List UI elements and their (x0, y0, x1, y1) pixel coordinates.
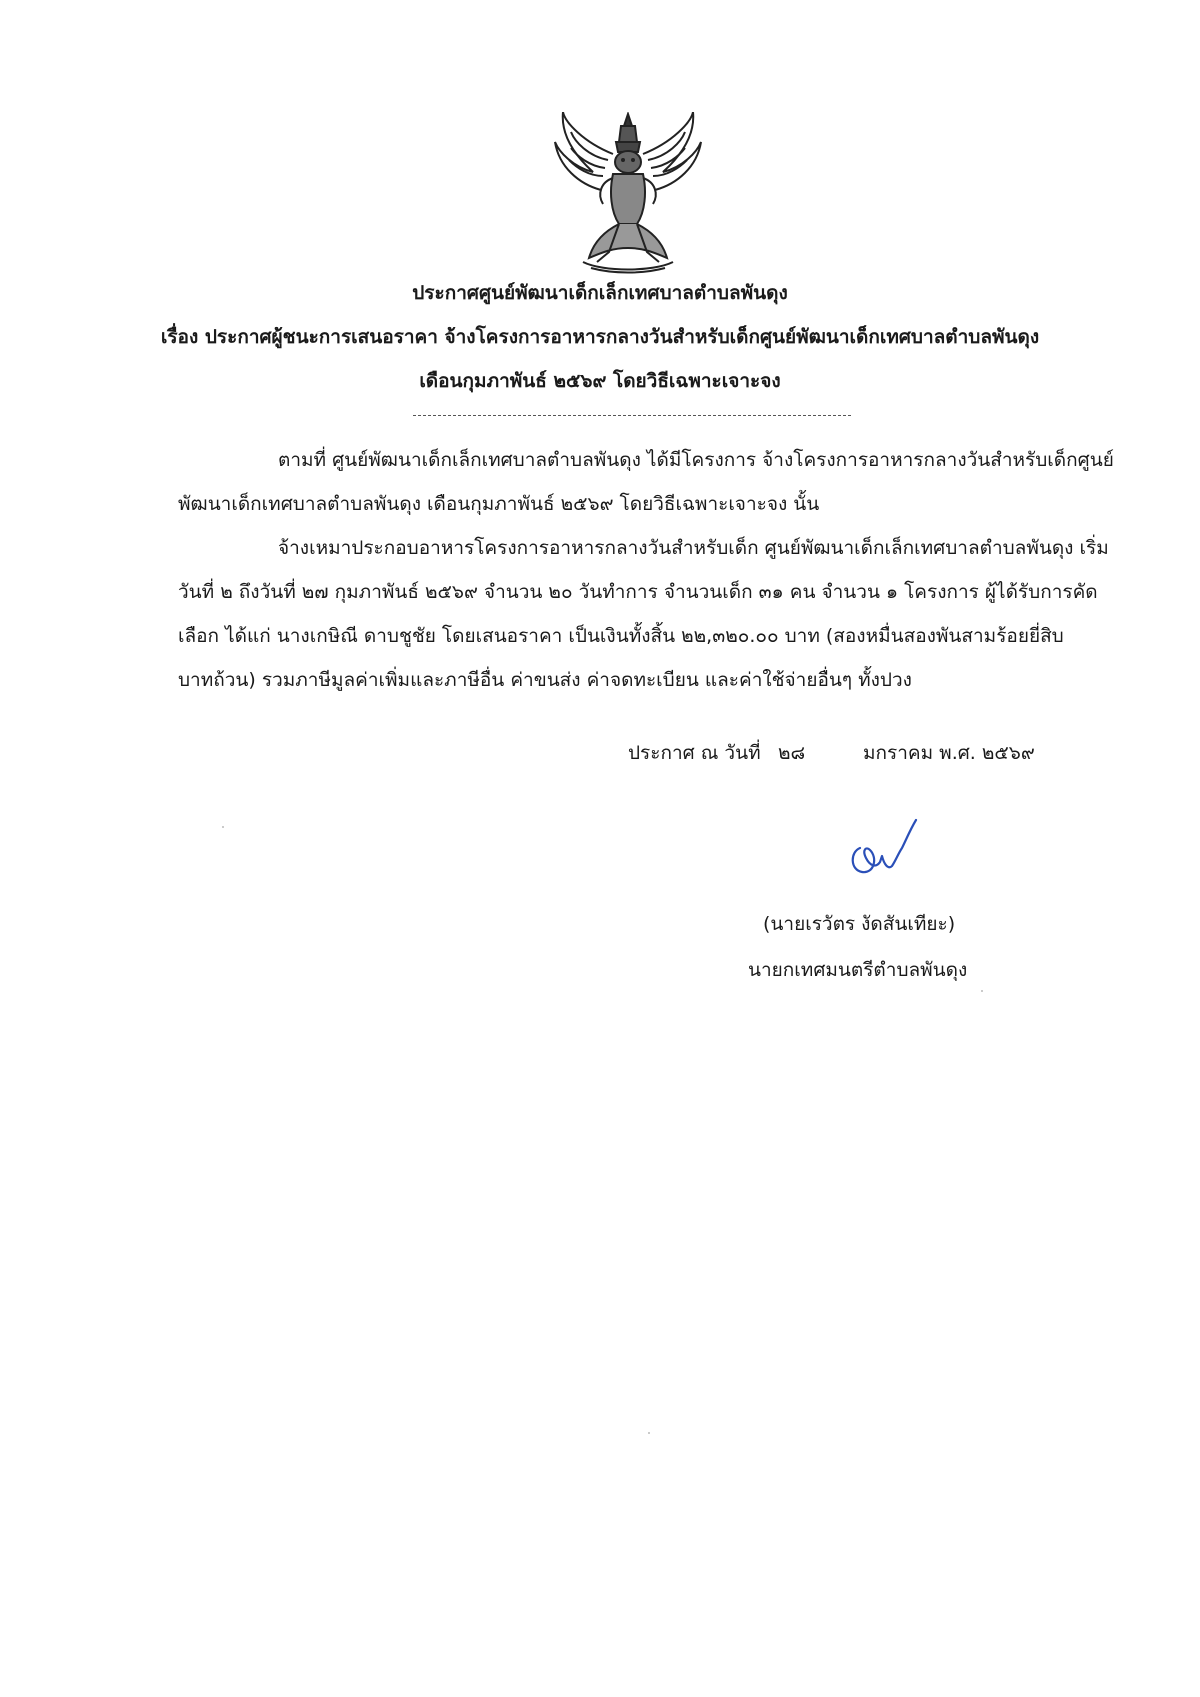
paragraph-2-line-1: จ้างเหมาประกอบอาหารโครงการอาหารกลางวันสำหรับเด็ก ศูนย์พัฒนาเด็กเล็กเทศบาลตำบลพันดุง เริ่ม (278, 537, 1109, 559)
title-divider (413, 415, 851, 416)
paragraph-1-line-2: พัฒนาเด็กเทศบาลตำบลพันดุง เดือนกุมภาพันธ์ ๒๕๖๙ โดยวิธีเฉพาะเจาะจง นั้น (178, 493, 820, 515)
announcement-date-day: ๒๘ (778, 742, 806, 764)
paragraph-1-line-1: ตามที่ ศูนย์พัฒนาเด็กเล็กเทศบาลตำบลพันดุง ได้มีโครงการ จ้างโครงการอาหารกลางวันสำหรับเด็กศูนย์ (278, 449, 1114, 471)
paragraph-2-line-3: เลือก ได้แก่ นางเกษิณี ดาบชูชัย โดยเสนอราคา เป็นเงินทั้งสิ้น ๒๒,๓๒๐.๐๐ บาท (สองหมื่นสองพันสามร้อยยี่สิบ (178, 625, 1064, 647)
garuda-emblem-icon (553, 112, 703, 274)
signatory-position: นายกเทศมนตรีตำบลพันดุง (748, 959, 968, 981)
paragraph-2-line-2: วันที่ ๒ ถึงวันที่ ๒๗ กุมภาพันธ์ ๒๕๖๙ จำนวน ๒๐ วันทำการ จำนวนเด็ก ๓๑ คน จำนวน ๑ โครงการ ผู้ได้รับการคัด (178, 581, 1098, 603)
scan-speck (222, 826, 224, 828)
scan-speck (648, 1432, 650, 1434)
paragraph-2-line-4: บาทถ้วน) รวมภาษีมูลค่าเพิ่มและภาษีอื่น ค่าขนส่ง ค่าจดทะเบียน และค่าใช้จ่ายอื่นๆ ทั้งปวง (178, 669, 912, 691)
announcement-subject-continued: เดือนกุมภาพันธ์ ๒๕๖๙ โดยวิธีเฉพาะเจาะจง (419, 370, 781, 392)
announcement-date-month-year: มกราคม พ.ศ. ๒๕๖๙ (863, 742, 1035, 764)
handwritten-signature-icon (848, 818, 920, 878)
announcement-date-prefix: ประกาศ ณ วันที่ (628, 742, 761, 764)
announcement-title: ประกาศศูนย์พัฒนาเด็กเล็กเทศบาลตำบลพันดุง (412, 282, 788, 304)
announcement-subject: เรื่อง ประกาศผู้ชนะการเสนอราคา จ้างโครงการอาหารกลางวันสำหรับเด็กศูนย์พัฒนาเด็กเทศบาลตำบลพันดุง (160, 326, 1040, 348)
scan-speck (981, 990, 983, 992)
signatory-name: (นายเรวัตร งัดสันเทียะ) (763, 913, 956, 935)
